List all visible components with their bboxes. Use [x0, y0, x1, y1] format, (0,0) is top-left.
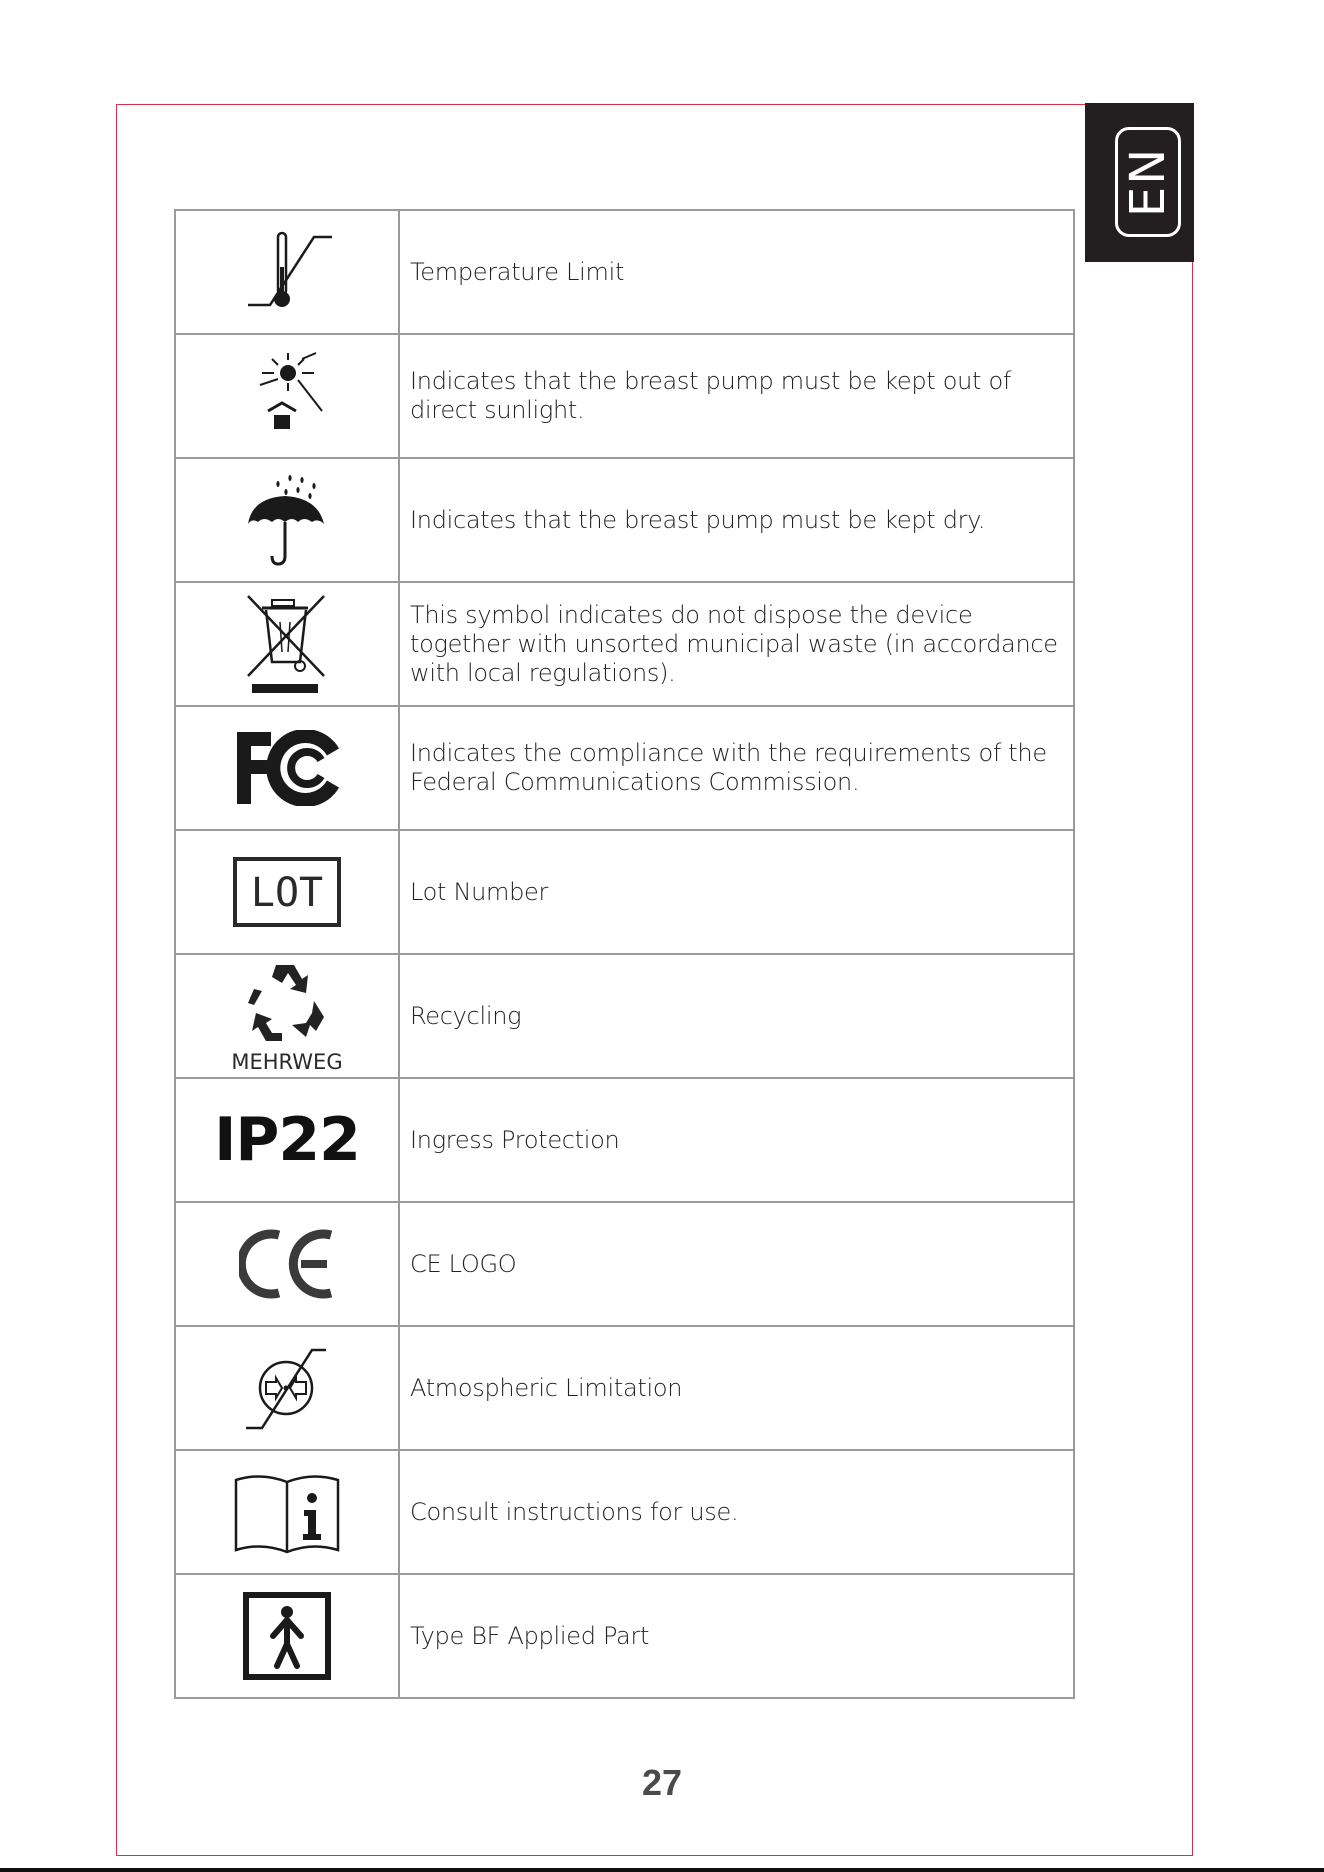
table-row: [175, 334, 1074, 458]
symbol-cell: [175, 210, 399, 334]
table-row: [175, 954, 1074, 1078]
symbol-cell: [175, 1574, 399, 1698]
table-row: [175, 210, 1074, 334]
language-label: EN: [1120, 146, 1177, 218]
symbol-description: Recycling: [399, 954, 1074, 1078]
symbol-description: Consult instructions for use.: [399, 1450, 1074, 1574]
recycling-icon-text: MEHRWEG: [231, 1050, 343, 1074]
table-row: [175, 830, 1074, 954]
page-number: 27: [641, 1762, 683, 1803]
symbol-description: CE LOGO: [399, 1202, 1074, 1326]
lot-icon: [232, 856, 342, 928]
svg-text:LOT: LOT: [250, 870, 324, 916]
symbol-cell: [175, 334, 399, 458]
table-row: [175, 458, 1074, 582]
table-row: [175, 582, 1074, 706]
keep-dry-icon: [242, 472, 332, 568]
symbol-cell: [175, 1326, 399, 1450]
symbol-description: Type BF Applied Part: [399, 1574, 1074, 1698]
language-tab[interactable]: [1085, 103, 1194, 262]
language-badge: [1115, 127, 1181, 237]
symbol-description: Indicates that the breast pump must be kept dry.: [399, 458, 1074, 582]
symbol-cell: [175, 954, 399, 1078]
symbol-description: Indicates that the breast pump must be kept out of direct sunlight.: [399, 334, 1074, 458]
table-row: [175, 1326, 1074, 1450]
symbol-cell: [175, 1450, 399, 1574]
table-row: [175, 1078, 1074, 1202]
weee-crossed-bin-icon: [242, 594, 332, 694]
symbol-cell: [175, 1202, 399, 1326]
table-row: [175, 1574, 1074, 1698]
symbol-description: Temperature Limit: [399, 210, 1074, 334]
symbol-cell: [175, 1078, 399, 1202]
recycling-icon: [222, 957, 352, 1075]
symbol-description: Atmospheric Limitation: [399, 1326, 1074, 1450]
bottom-edge-bar: [0, 1868, 1324, 1872]
ce-mark-icon: [239, 1229, 335, 1299]
table-row: [175, 1450, 1074, 1574]
symbol-cell: [175, 706, 399, 830]
symbol-description: This symbol indicates do not dispose the device together with unsorted municipal waste (in accordance with local regulations).: [399, 582, 1074, 706]
consult-instructions-icon: [232, 1470, 342, 1554]
ip-rating-icon: IP22: [214, 1105, 360, 1175]
table-row: [175, 1202, 1074, 1326]
atmospheric-limitation-icon: [242, 1344, 332, 1432]
keep-out-of-sunlight-icon: [242, 351, 332, 441]
symbol-description: Ingress Protection: [399, 1078, 1074, 1202]
table-row: [175, 706, 1074, 830]
type-bf-applied-part-icon: [243, 1592, 331, 1680]
temperature-limit-icon: [242, 227, 332, 317]
symbol-cell: [175, 830, 399, 954]
symbols-table: [174, 209, 1075, 1699]
fcc-logo-icon: [235, 730, 339, 806]
symbol-description: Lot Number: [399, 830, 1074, 954]
symbol-cell: [175, 458, 399, 582]
symbol-description: Indicates the compliance with the requirements of the Federal Communications Commission.: [399, 706, 1074, 830]
symbol-cell: [175, 582, 399, 706]
